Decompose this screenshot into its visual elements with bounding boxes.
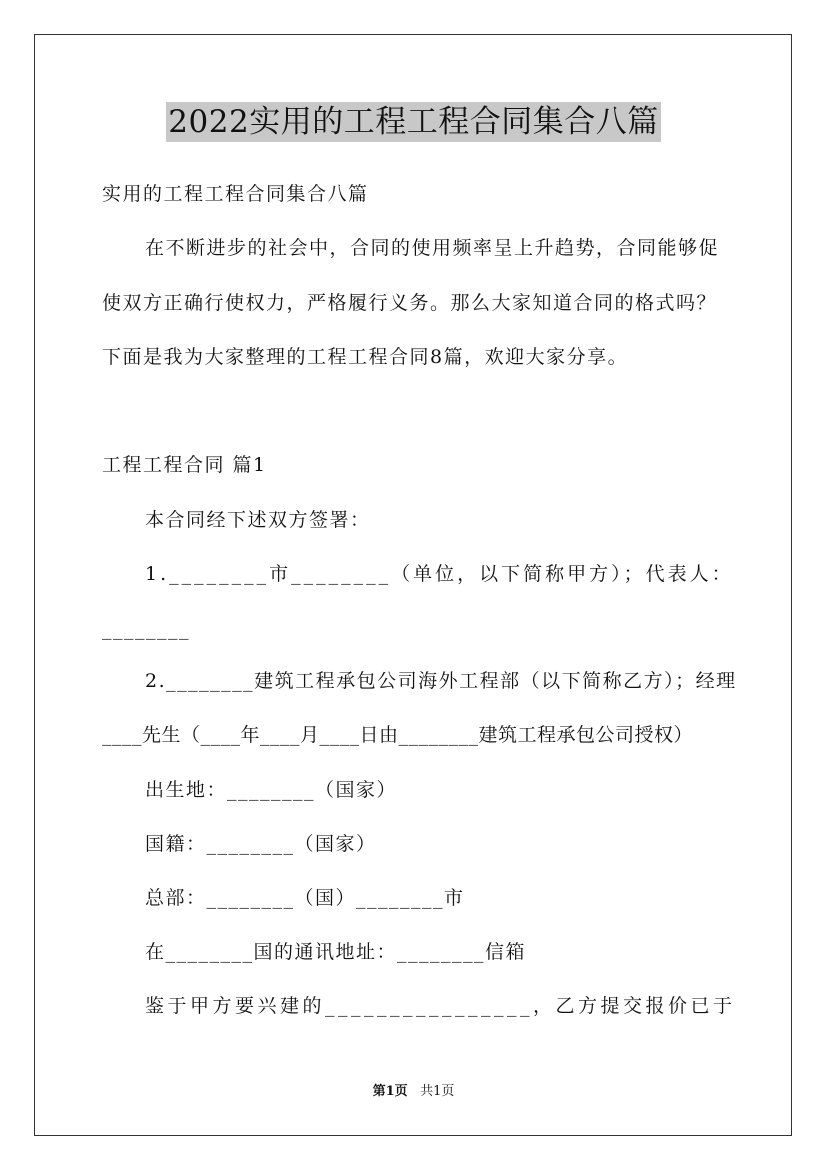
title-wrap — [0, 102, 827, 142]
document-title: 2022实用的工程工程合同集合八篇 — [168, 104, 659, 140]
body-line-3: ________ — [102, 618, 190, 640]
body-line-5: ____先生（____年____月____日由________建筑工程承包公司授权） — [102, 724, 694, 746]
intro-line-3: 下面是我为大家整理的工程工程合同8篇，欢迎大家分享。 — [102, 346, 629, 368]
body-line-7: 国籍：________（国家） — [145, 833, 377, 855]
section-heading: 工程工程合同 篇1 — [102, 454, 267, 476]
body-line-1: 本合同经下述双方签署： — [145, 509, 371, 531]
body-line-9: 在________国的通讯地址：________信箱 — [145, 941, 527, 963]
body-line-4: 2.________建筑工程承包公司海外工程部（以下简称乙方）；经理 — [145, 670, 737, 692]
body-line-10: 鉴于甲方要兴建的________________，乙方提交报价已于 — [145, 995, 736, 1017]
footer-total-label: 共1页 — [420, 1084, 455, 1099]
page-footer — [0, 1083, 827, 1101]
body-line-6: 出生地：________（国家） — [145, 779, 398, 801]
intro-line-2: 使双方正确行使权力，严格履行义务。那么大家知道合同的格式吗？ — [102, 292, 718, 314]
body-line-8: 总部：________（国）________市 — [145, 887, 465, 909]
body-line-2: 1.________市________（单位，以下简称甲方）；代表人： — [145, 563, 734, 585]
document-subtitle: 实用的工程工程合同集合八篇 — [102, 183, 369, 205]
footer-page-label: 第1页 — [372, 1084, 408, 1099]
intro-line-1: 在不断进步的社会中，合同的使用频率呈上升趋势，合同能够促 — [145, 237, 720, 259]
